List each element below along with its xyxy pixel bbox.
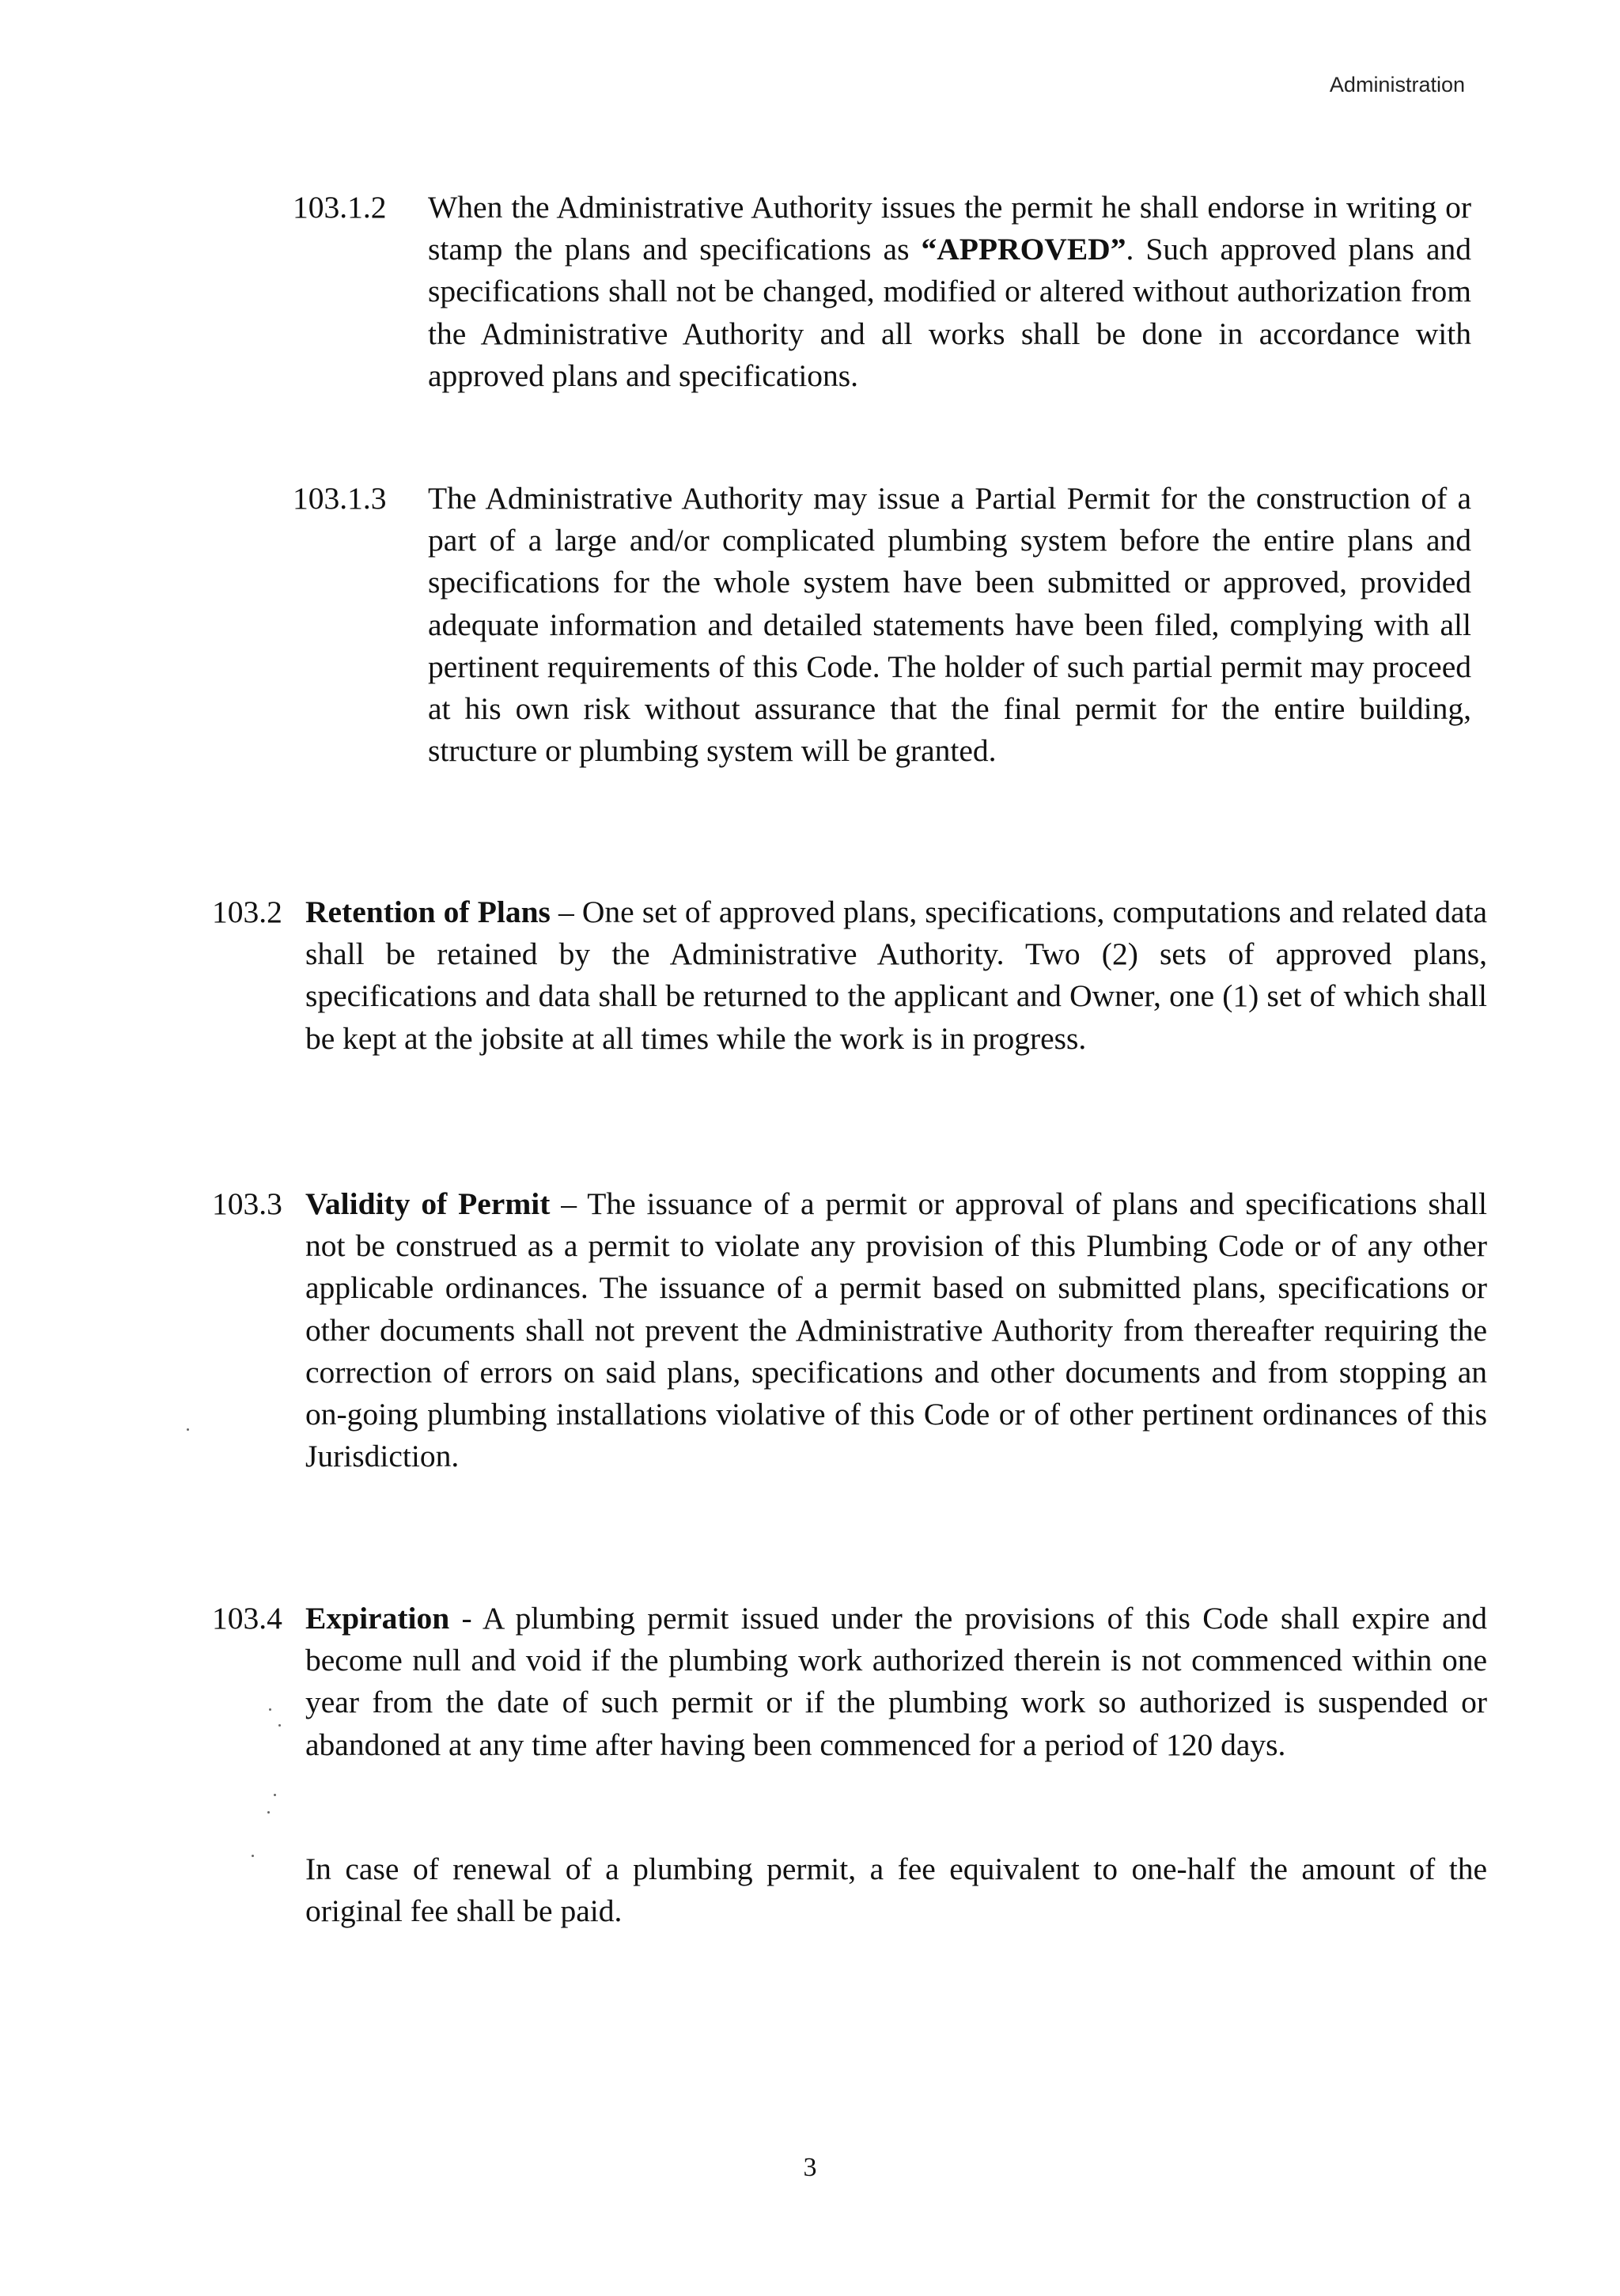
section-text: The issuance of a permit or approval of plans and specifications shall not be construed as a permit to violate any provision of this Plumbing Code or of any other applicable ordinances. The issuance of a permit based on submitted plans, specifications or other documents shall not prevent the Administrative Authority from thereafter requiring the correction of errors on said plans, specifications and other documents and from stopping an on-going plumbing installations violative of this Code or of other pertinent ordinances of this Jurisdiction.	[305, 1186, 1487, 1474]
section-103-2-text	[305, 891, 1487, 1060]
section-number-103-2: 103.2	[212, 895, 282, 929]
section-title: Retention of Plans	[305, 895, 551, 929]
section-title: Expiration	[305, 1601, 450, 1636]
title-separator: –	[550, 1186, 588, 1221]
section-number-103-1-3: 103.1.3	[293, 481, 387, 516]
approved-stamp-text: “APPROVED”	[921, 232, 1126, 267]
scan-speck	[274, 1794, 276, 1796]
scan-speck	[187, 1428, 189, 1431]
scan-speck	[252, 1855, 254, 1857]
section-103-1-2-text	[428, 187, 1471, 397]
section-text: A plumbing permit issued under the provisions of this Code shall expire and become null and void if the plumbing work authorized therein is not commenced within one year from the date of such permit or if the plumbing work so authorized is suspended or abandoned at any time after having been commenced for a period of 120 days.	[305, 1601, 1487, 1762]
section-103-4-renewal-text: In case of renewal of a plumbing permit, a fee equivalent to one-half the amount of the original fee shall be paid.	[305, 1852, 1487, 1929]
section-103-4-text	[305, 1598, 1487, 1766]
section-text: . Such approved plans and specifications shall not be changed, modified or altered without authorization from the Administrative Authority and all works shall be done in accordance with approved plans and specifications.	[428, 232, 1471, 393]
section-text: When the Administrative Authority issues the permit he shall endorse in writing or stamp the plans and specifications as	[428, 190, 1471, 267]
section-text: One set of approved plans, specifications, computations and related data shall be retained by the Administrative Authority. Two (2) sets of approved plans, specifications and data shall be returned to the applicant and Owner, one (1) set of which shall be kept at the jobsite at all times while the work is in progress.	[305, 895, 1487, 1056]
section-number-103-3: 103.3	[212, 1186, 282, 1221]
section-number-103-4: 103.4	[212, 1601, 282, 1636]
section-103-1-3-text: The Administrative Authority may issue a Partial Permit for the construction of a part of a large and/or complicated plumbing system before the entire plans and specifications for the whole system have been submitted or approved, provided adequate information and detailed statements have been filed, complying with all pertinent requirements of this Code. The holder of such partial permit may proceed at his own risk without assurance that the final permit for the entire building, structure or plumbing system will be granted.	[428, 481, 1471, 769]
title-separator: –	[550, 895, 582, 929]
section-number-103-1-2: 103.1.2	[293, 190, 387, 225]
title-separator: -	[449, 1601, 483, 1636]
scan-speck	[278, 1724, 281, 1727]
section-103-3-text	[305, 1183, 1487, 1477]
scan-speck	[269, 1708, 271, 1711]
scan-speck	[267, 1811, 270, 1814]
running-header: Administration	[1329, 73, 1465, 96]
section-title: Validity of Permit	[305, 1186, 551, 1221]
page-number: 3	[803, 2153, 817, 2182]
